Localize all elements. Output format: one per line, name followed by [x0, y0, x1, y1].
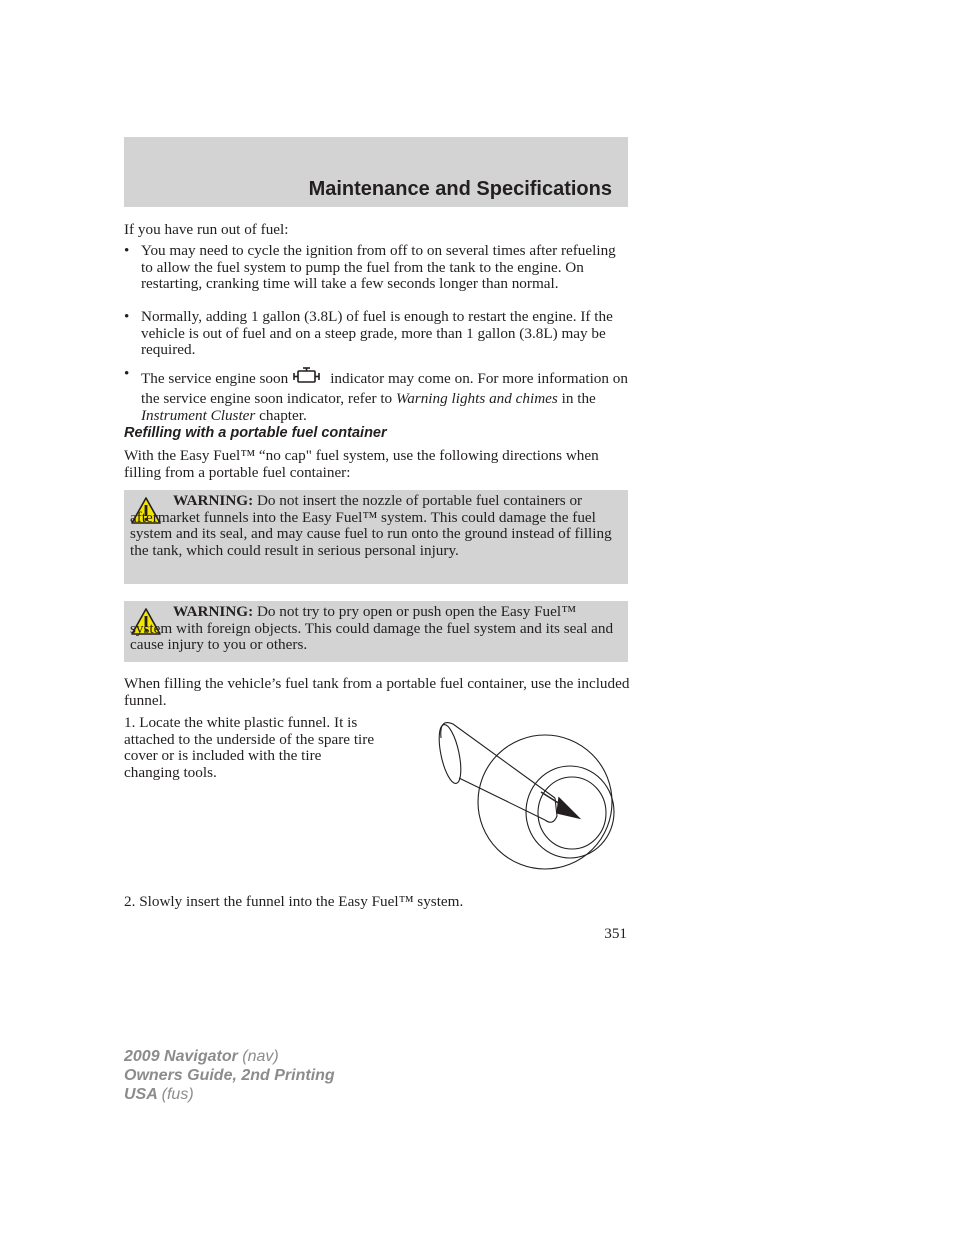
footer-line — [124, 1085, 335, 1104]
footer-market: USA — [124, 1086, 158, 1103]
bullet-text-part: indicator may come on. For more information on the service engine soon indicator, refer to — [141, 370, 628, 407]
bullet-text-part: chapter. — [259, 407, 307, 424]
section-header — [124, 137, 628, 207]
section-title: Maintenance and Specifications — [308, 178, 612, 200]
footer-market-code: (fus) — [161, 1086, 194, 1103]
warning-label: WARNING: — [173, 492, 254, 509]
document-footer — [124, 1047, 335, 1104]
warning-text — [130, 493, 620, 559]
paragraph: With the Easy Fuel™ “no cap" fuel system, use the following directions when filling from a portable fuel container: — [124, 447, 599, 481]
step-2: 2. Slowly insert the funnel into the Easy Fuel™ system. — [124, 893, 464, 910]
footer-line: Owners Guide, 2nd Printing — [124, 1067, 335, 1084]
bullet-text-part: in the — [561, 390, 596, 407]
warning-box — [124, 601, 628, 662]
funnel-illustration — [433, 716, 618, 876]
warning-body: Do not insert the nozzle of portable fuel containers or aftermarket funnels into the Easy Fuel™ system. This could damage the fuel system and its seal, and may cause fuel to run onto the ground instead of filling the tank, which could result in serious personal injury. — [130, 492, 612, 559]
footer-model: 2009 Navigator — [124, 1048, 238, 1065]
warning-label: WARNING: — [173, 603, 254, 620]
footer-line — [124, 1047, 335, 1066]
page-number: 351 — [604, 925, 627, 942]
step-1: 1. Locate the white plastic funnel. It is attached to the underside of the spare tire cover or is included with the tire changing tools. — [124, 714, 375, 781]
footer-model-code: (nav) — [242, 1048, 279, 1065]
bullet-dot: • — [124, 365, 130, 382]
subheading: Refilling with a portable fuel container — [124, 425, 387, 441]
warning-body: Do not try to pry open or push open the Easy Fuel™ system with foreign objects. This could damage the fuel system and its seal and cause injury to you or others. — [130, 603, 614, 654]
check-engine-icon — [292, 366, 322, 390]
cross-reference: Warning lights and chimes — [395, 390, 558, 407]
bullet-text-part: The service engine soon — [141, 370, 289, 387]
warning-box — [124, 490, 628, 584]
bullet-text: Normally, adding 1 gallon (3.8L) of fuel is enough to restart the engine. If the vehicle is out of fuel and on a steep grade, more than 1 gallon (3.8L) may be required. — [141, 308, 613, 359]
bullet-text: You may need to cycle the ignition from off to on several times after refueling to allow the fuel system to pump the fuel from the tank to the engine. On restarting, cranking time will take a few seconds longer than normal. — [141, 242, 616, 293]
bullet-text — [141, 366, 630, 424]
warning-text — [130, 604, 620, 654]
cross-reference: Instrument Cluster — [141, 407, 256, 424]
intro-text: If you have run out of fuel: — [124, 221, 289, 238]
paragraph: When filling the vehicle’s fuel tank from a portable fuel container, use the included funnel. — [124, 675, 630, 709]
bullet-dot: • — [124, 308, 130, 325]
bullet-dot: • — [124, 242, 130, 259]
